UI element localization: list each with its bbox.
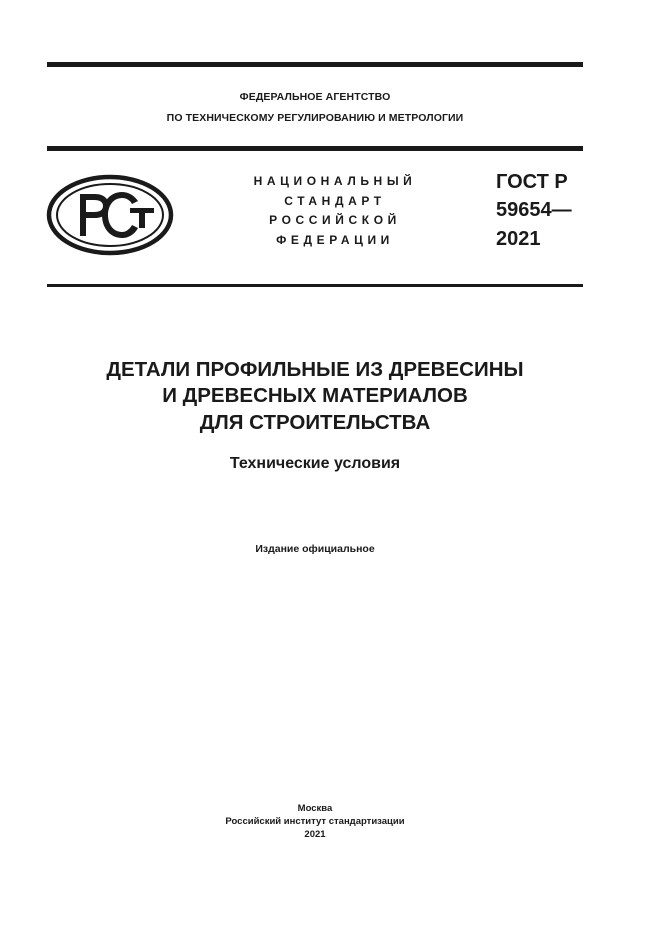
top-rule bbox=[47, 62, 583, 67]
document-title-line-1: ДЕТАЛИ ПРОФИЛЬНЫЕ ИЗ ДРЕВЕСИНЫ bbox=[106, 358, 524, 381]
gost-designation-line-2: 59654— bbox=[496, 199, 572, 221]
standard-line-2: СТАНДАРТ bbox=[284, 194, 386, 208]
imprint-publisher: Российский институт стандартизации bbox=[225, 816, 405, 827]
edition-note: Издание официальное bbox=[255, 543, 375, 555]
gost-designation-line-3: 2021 bbox=[496, 228, 541, 250]
bottom-rule bbox=[47, 284, 583, 287]
imprint-city: Москва bbox=[297, 803, 333, 814]
rst-mark-icon bbox=[46, 174, 174, 256]
standard-line-4: ФЕДЕРАЦИИ bbox=[276, 233, 394, 247]
gost-designation-line-1: ГОСТ Р bbox=[496, 171, 568, 193]
agency-line-1: ФЕДЕРАЛЬНОЕ АГЕНТСТВО bbox=[239, 91, 391, 103]
document-title-line-2: И ДРЕВЕСНЫХ МАТЕРИАЛОВ bbox=[162, 384, 468, 407]
standard-line-1: НАЦИОНАЛЬНЫЙ bbox=[253, 174, 417, 188]
document-title-line-3: ДЛЯ СТРОИТЕЛЬСТВА bbox=[199, 411, 431, 434]
document-subtitle: Технические условия bbox=[229, 455, 401, 472]
standard-line-3: РОССИЙСКОЙ bbox=[269, 213, 401, 227]
middle-rule bbox=[47, 146, 583, 151]
imprint-year: 2021 bbox=[304, 829, 326, 840]
agency-line-2: ПО ТЕХНИЧЕСКОМУ РЕГУЛИРОВАНИЮ И МЕТРОЛОГИИ bbox=[166, 112, 464, 124]
